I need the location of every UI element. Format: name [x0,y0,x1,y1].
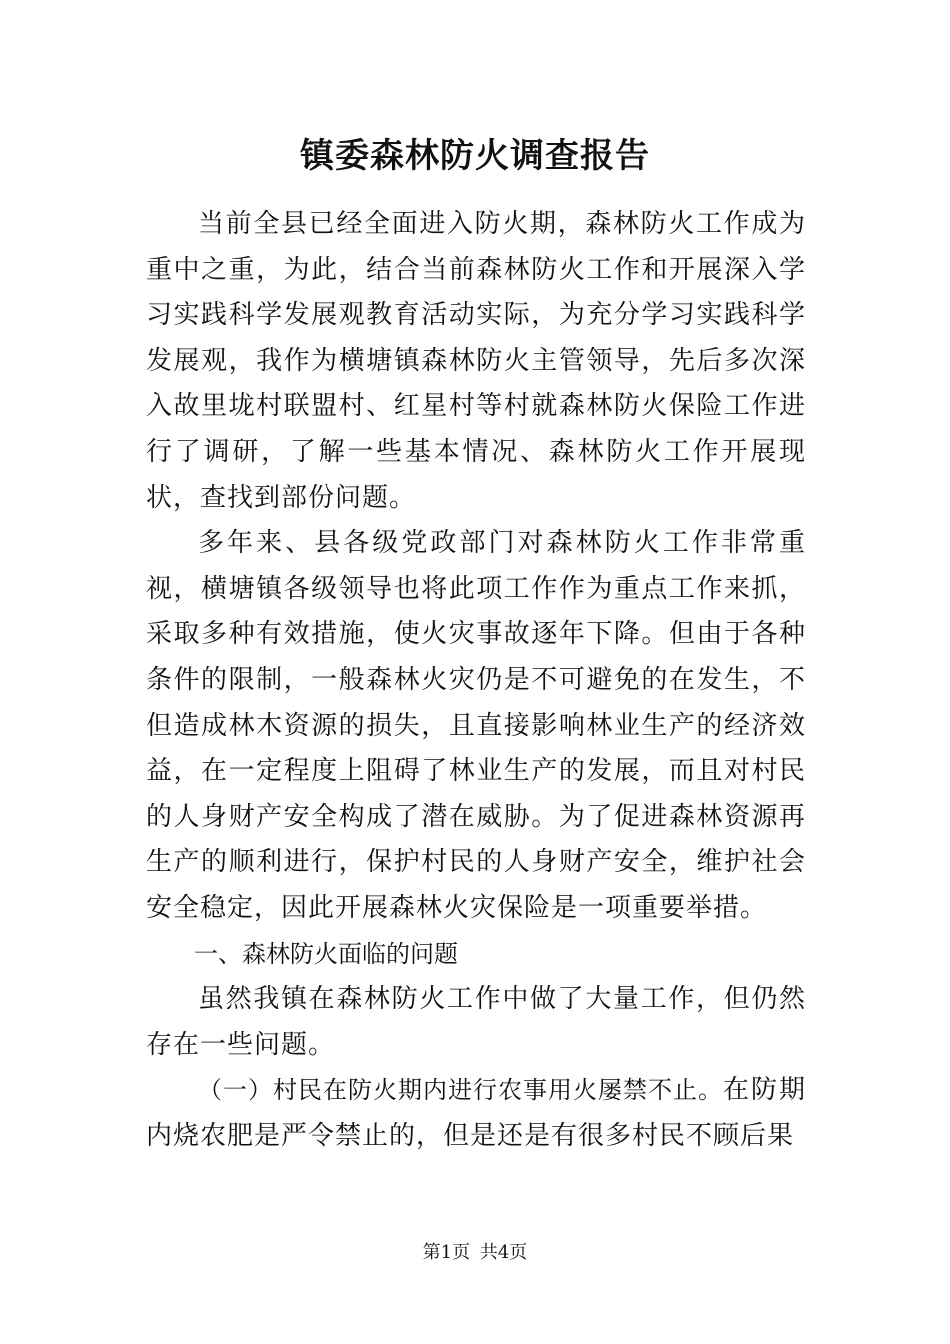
paragraph-subsection [146,1068,806,1159]
document-body [146,202,806,1159]
page-footer: 第1页 共4页 [422,1242,528,1263]
subsection-text: 在防期内烧农肥是严令禁止的，但是还是有很多村民不顾后果 [146,1075,806,1151]
paragraph-background: 多年来、县各级党政部门对森林防火工作非常重视，横塘镇各级领导也将此项工作作为重点工作来抓，采取多种有效措施，使火灾事故逐年下降。但由于各种条件的限制，一般森林火灾仍是不可避免的在发生，不但造成林木资源的损失，且直接影响林业生产的经济效益，在一定程度上阻碍了林业生产的发展，而且对村民的人身财产安全构成了潜在威胁。为了促进森林资源再生产的顺利进行，保护村民的人身财产安全，维护社会安全稳定，因此开展森林火灾保险是一项重要举措。 [146,528,806,923]
paragraph-intro: 当前全县已经全面进入防火期，森林防火工作成为重中之重，为此，结合当前森林防火工作和开展深入学习实践科学发展观教育活动实际，为充分学习实践科学发展观，我作为横塘镇森林防火主管领导，先后多次深入故里垅村联盟村、红星村等村就森林防火保险工作进行了调研，了解一些基本情况、森林防火工作开展现状，查找到部份问题。 [146,209,806,513]
paragraph-section-intro: 虽然我镇在森林防火工作中做了大量工作，但仍然存在一些问题。 [146,984,806,1060]
document-title: 镇委森林防火调查报告 [300,136,650,176]
subsection-heading: （一）村民在防火期内进行农事用火屡禁不止。 [198,1076,723,1105]
section-heading: 一、森林防火面临的问题 [194,939,458,968]
